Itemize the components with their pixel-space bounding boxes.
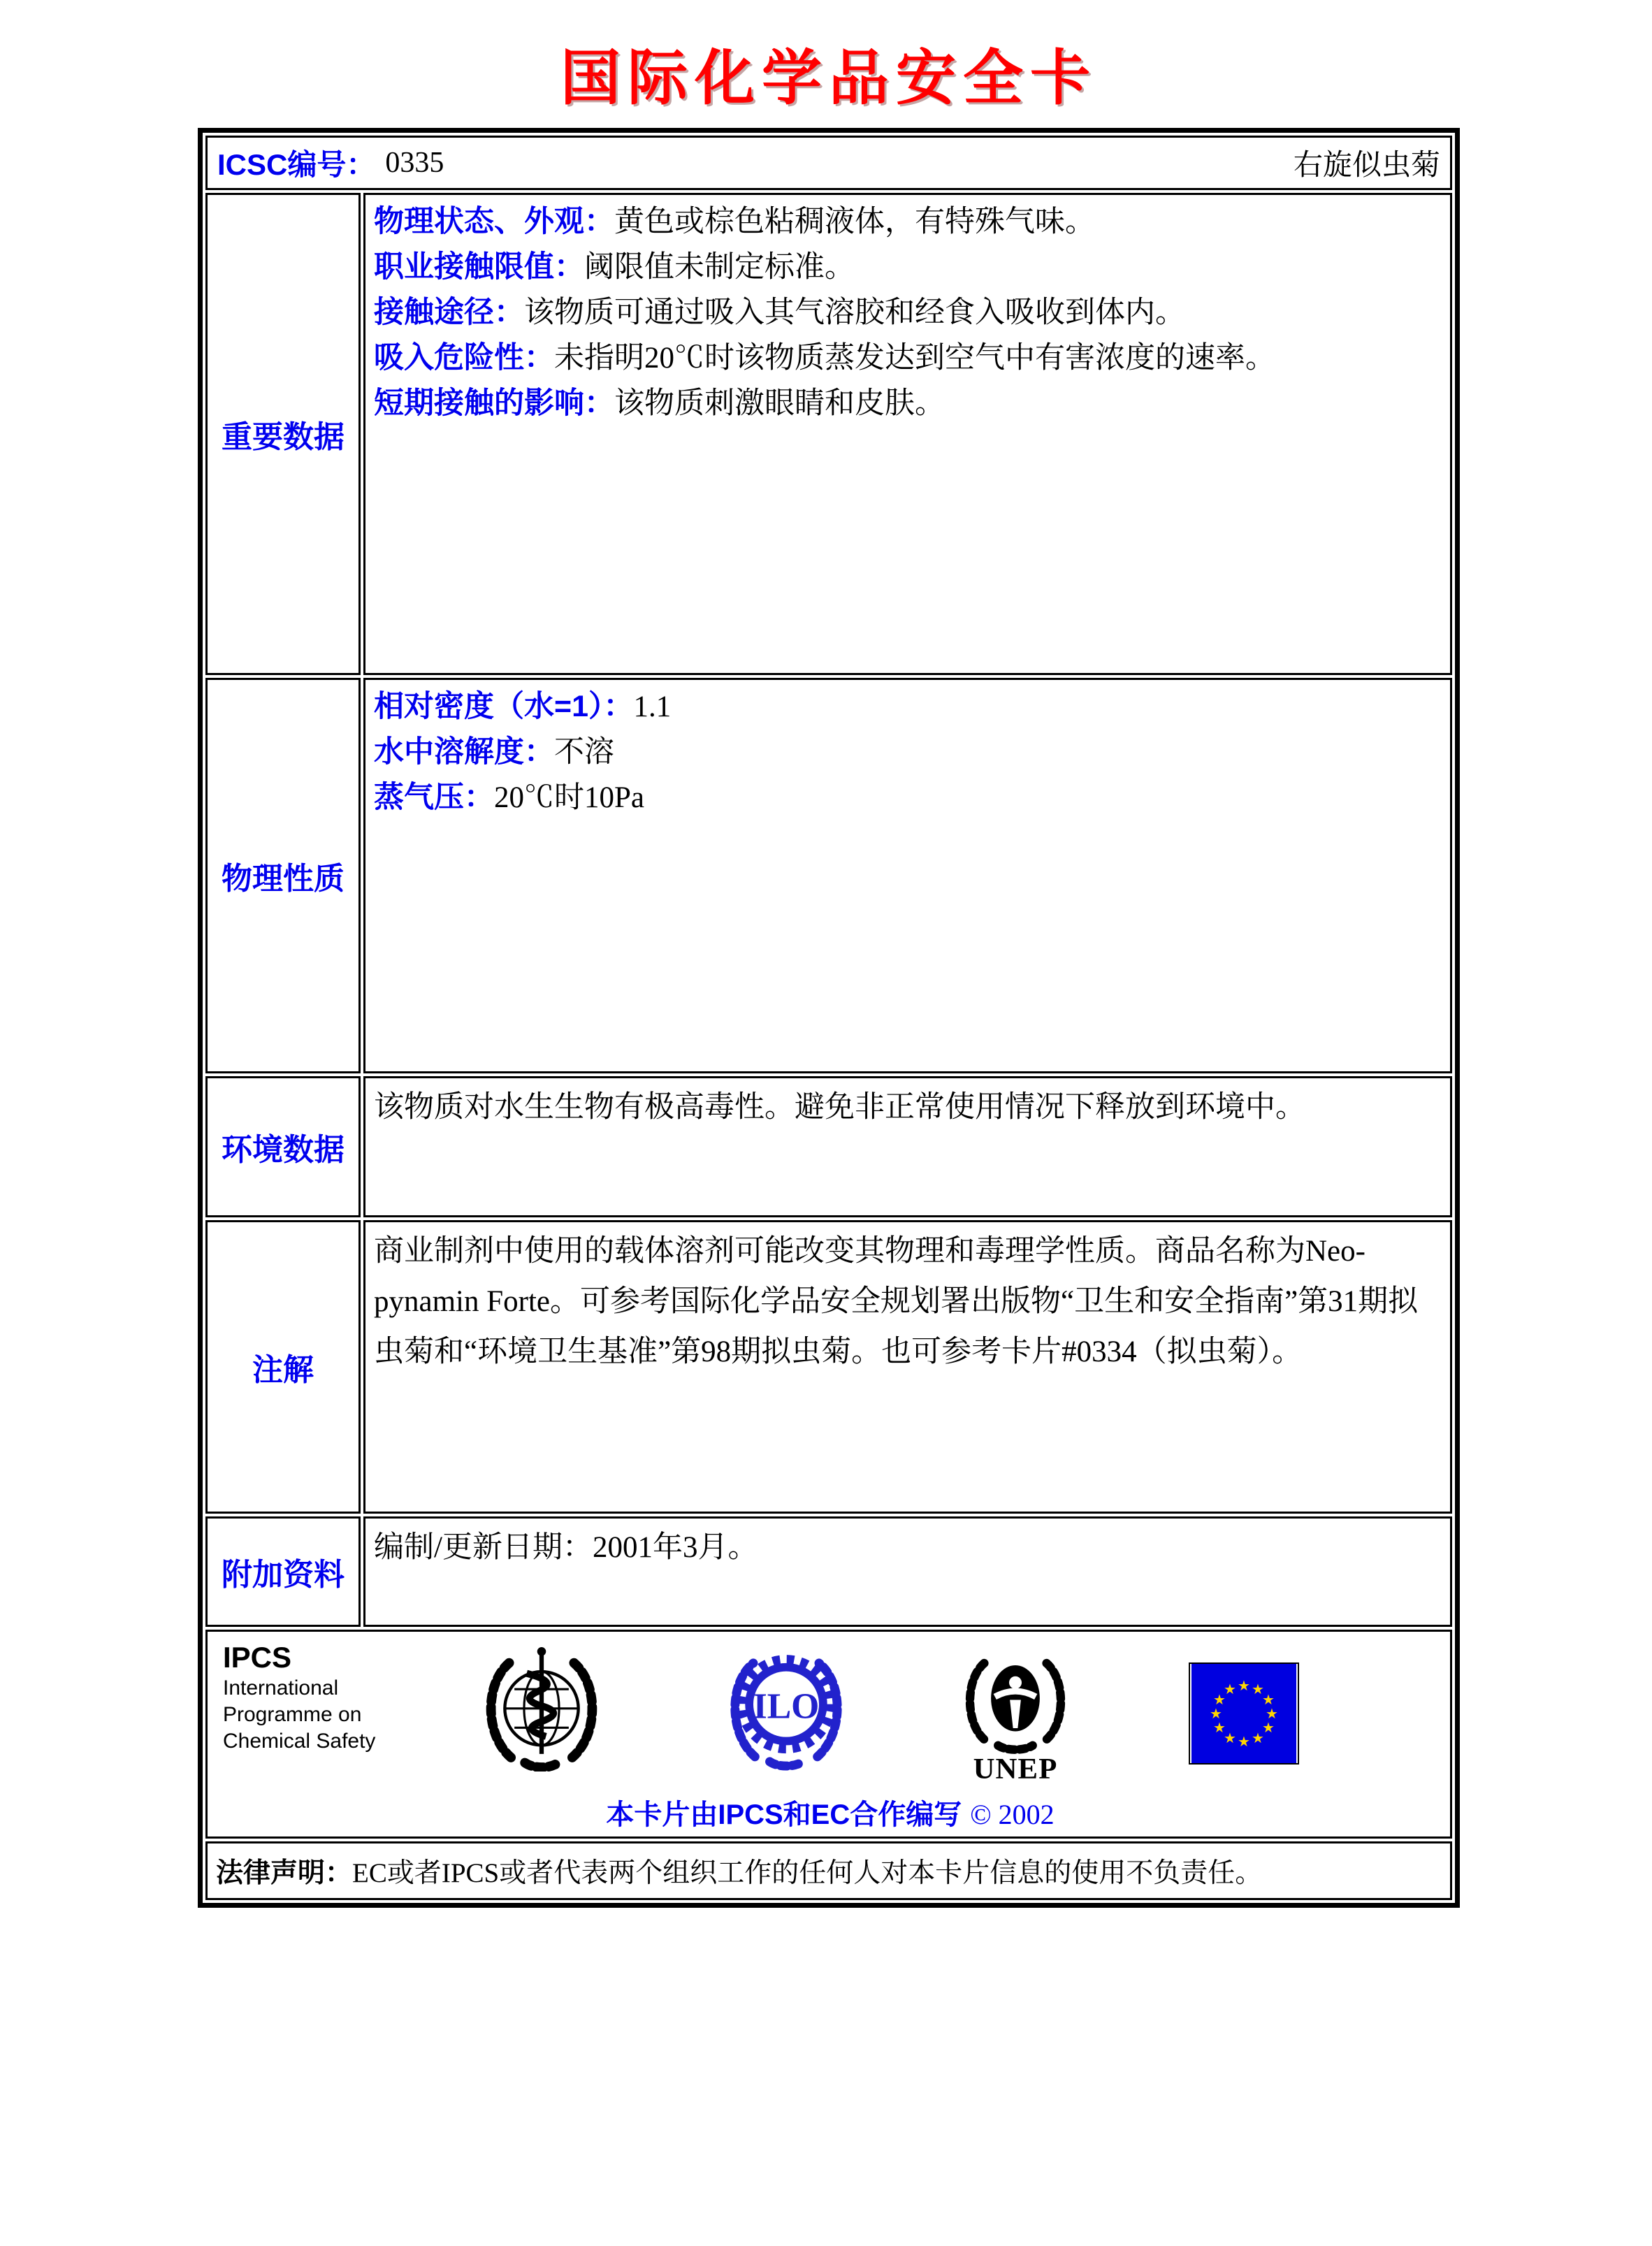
ipcs-subtitle-line: Programme on [223, 1703, 362, 1726]
chemical-name: 右旋似虫菊 [1293, 150, 1440, 182]
section-content-important-data [363, 193, 1452, 675]
section-row-additional-info [205, 1516, 1452, 1627]
item-text: 不溶 [554, 736, 614, 769]
icsc-number-label: ICSC编号： [217, 148, 376, 181]
svg-text:★: ★ [1262, 1720, 1275, 1736]
item-text: 该物质可通过吸入其气溶胶和经食入吸收到体内。 [524, 296, 1185, 329]
svg-text:★: ★ [1262, 1693, 1275, 1708]
legal-notice-label: 法律声明： [216, 1858, 353, 1888]
item-short-term-effects [374, 381, 1442, 426]
svg-text:★: ★ [1224, 1731, 1236, 1746]
section-label-additional-info: 附加资料 [205, 1516, 361, 1627]
legal-row [205, 1841, 1452, 1900]
section-row-physical-properties [205, 678, 1452, 1073]
item-label: 水中溶解度： [374, 735, 554, 769]
icsc-number-value: 0335 [385, 147, 444, 179]
notes-text: 商业制剂中使用的载体溶剂可能改变其物理和毒理学性质。商品名称为Neo-pynamin Forte。可参考国际化学品安全规划署出版物“卫生和安全指南”第31期拟虫菊和“环境卫生基准”第98期拟虫菊。也可参考卡片#0334（拟虫菊）。 [374, 1235, 1419, 1368]
ipcs-subtitle-line: International [223, 1676, 339, 1700]
svg-text:★: ★ [1252, 1731, 1264, 1746]
item-occupational-limit [374, 245, 1442, 290]
svg-text:★: ★ [1213, 1720, 1226, 1736]
logos-row [205, 1630, 1452, 1839]
section-content-notes [363, 1220, 1452, 1514]
svg-text:★: ★ [1210, 1707, 1222, 1722]
update-date-text: 编制/更新日期：2001年3月。 [374, 1531, 758, 1564]
item-label: 职业接触限值： [374, 250, 584, 284]
ipcs-text-block [223, 1640, 412, 1755]
item-water-solubility [374, 730, 1442, 775]
section-content-additional-info [363, 1516, 1452, 1627]
section-label-important-data: 重要数据 [205, 193, 361, 675]
item-label: 相对密度（水=1）： [374, 690, 634, 723]
credit-text: 本卡片由IPCS和EC合作编写 [606, 1799, 962, 1830]
item-label: 吸入危险性： [374, 341, 554, 375]
unep-logo-text: UNEP [973, 1753, 1058, 1785]
svg-text:★: ★ [1224, 1682, 1236, 1697]
item-label: 短期接触的影响： [374, 386, 614, 420]
item-text: 阈限值未制定标准。 [584, 251, 855, 284]
item-label: 接触途径： [374, 296, 524, 329]
item-vapor-pressure [374, 775, 1442, 820]
item-label: 蒸气压： [374, 781, 494, 814]
section-label-environmental-data: 环境数据 [205, 1076, 361, 1217]
who-logo-icon [476, 1640, 607, 1772]
legal-cell [205, 1841, 1452, 1900]
section-content-environmental-data [363, 1076, 1452, 1217]
svg-text:★: ★ [1213, 1693, 1226, 1708]
section-label-physical-properties: 物理性质 [205, 678, 361, 1073]
copyright-text: © 2002 [970, 1799, 1055, 1830]
ilo-logo-text: ILO [753, 1686, 820, 1727]
header-cell [205, 136, 1452, 190]
svg-text:★: ★ [1238, 1679, 1250, 1694]
item-label: 物理状态、外观： [374, 205, 614, 238]
section-row-environmental-data [205, 1076, 1452, 1217]
item-text: 黄色或棕色粘稠液体，有特殊气味。 [614, 205, 1095, 238]
logos-cell [205, 1630, 1452, 1839]
item-inhalation-risk [374, 335, 1442, 381]
eu-flag-icon [1189, 1662, 1299, 1765]
svg-text:★: ★ [1252, 1682, 1264, 1697]
item-physical-state [374, 199, 1442, 245]
item-exposure-routes [374, 290, 1442, 335]
item-relative-density [374, 684, 1442, 730]
section-content-physical-properties [363, 678, 1452, 1073]
item-text: 20℃时10Pa [494, 781, 644, 814]
legal-notice-text: EC或者IPCS或者代表两个组织工作的任何人对本卡片信息的使用不负责任。 [352, 1858, 1263, 1888]
ipcs-subtitle-line: Chemical Safety [223, 1730, 376, 1753]
svg-text:★: ★ [1266, 1707, 1278, 1722]
ilo-logo-icon [718, 1640, 855, 1772]
item-text: 1.1 [633, 690, 672, 723]
item-text: 该物质刺激眼睛和皮肤。 [614, 387, 945, 420]
header-row [205, 136, 1452, 190]
unep-logo-icon [952, 1640, 1078, 1791]
section-label-notes: 注解 [205, 1220, 361, 1514]
section-row-notes [205, 1220, 1452, 1514]
environmental-data-text: 该物质对水生生物有极高毒性。避免非正常使用情况下释放到环境中。 [374, 1091, 1305, 1124]
svg-text:★: ★ [1238, 1734, 1250, 1750]
section-row-important-data [205, 193, 1452, 675]
icsc-card-table [198, 128, 1460, 1908]
page-title: 国际化学品安全卡 [560, 45, 1097, 112]
item-text: 未指明20℃时该物质蒸发达到空气中有害浓度的速率。 [554, 342, 1275, 375]
credit-line [217, 1792, 1443, 1832]
ipcs-title: IPCS [223, 1641, 292, 1674]
